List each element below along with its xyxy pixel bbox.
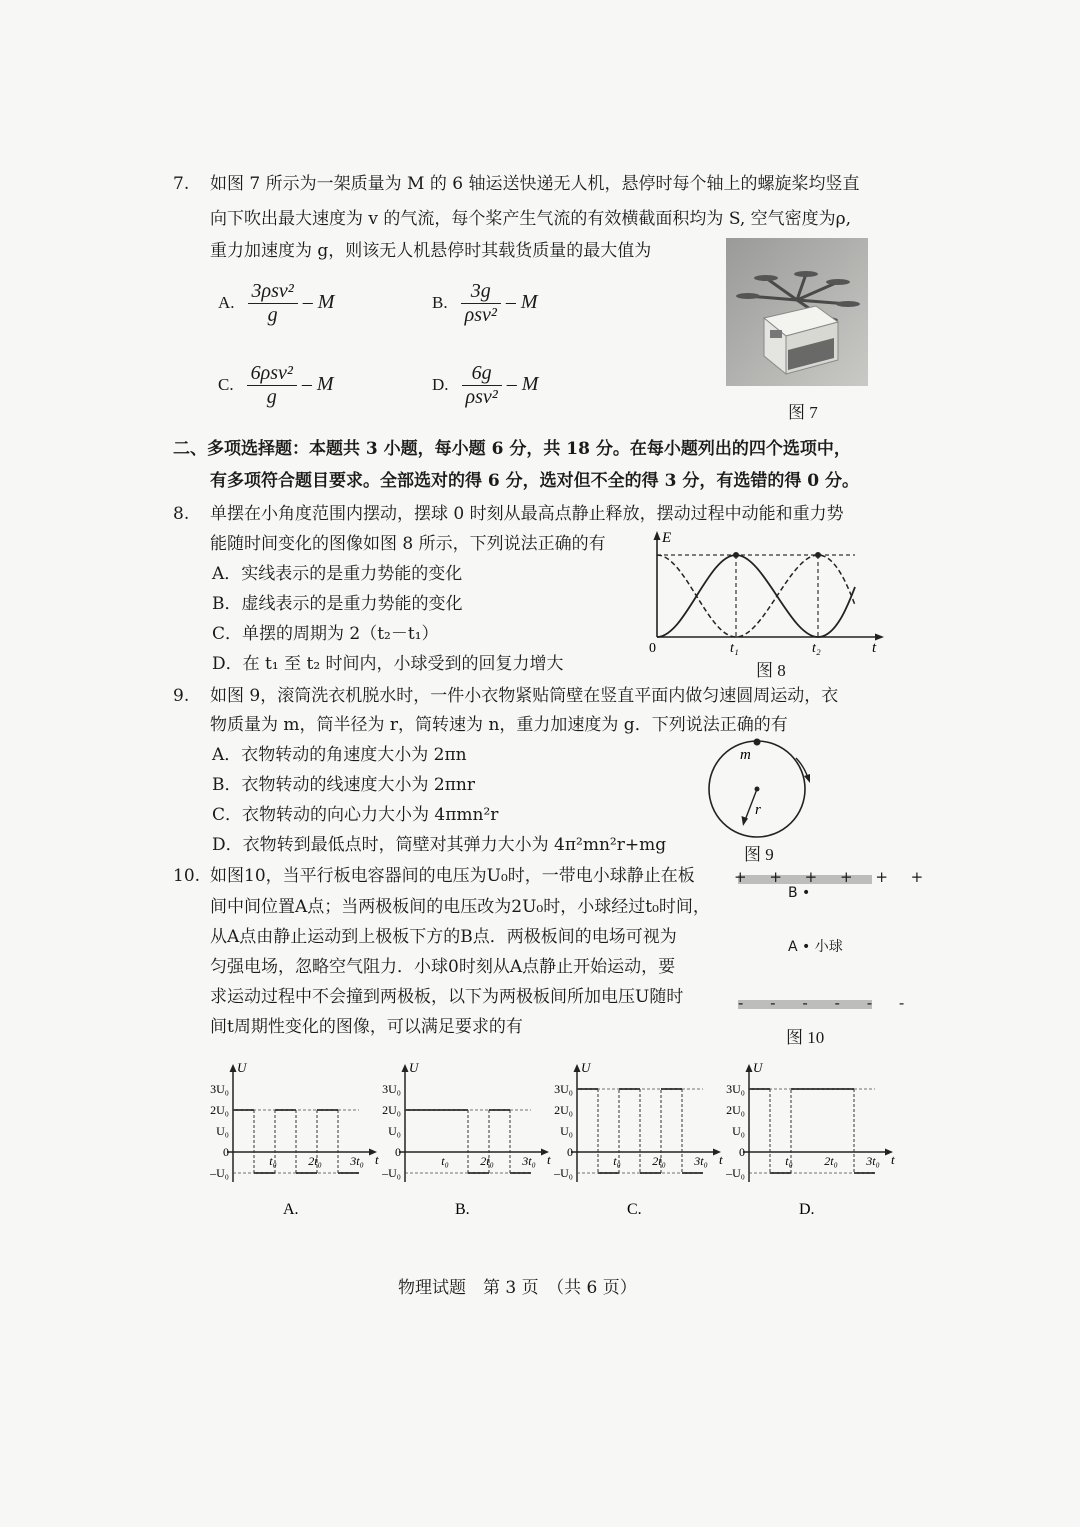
y-tick-label: –U₀ bbox=[554, 1166, 573, 1180]
q7-option-tail: – M bbox=[505, 291, 538, 314]
x-tick-label: 3t₀ bbox=[866, 1154, 880, 1168]
q9-option-a: A．衣物转动的角速度大小为 2πn bbox=[212, 745, 467, 765]
x-axis-label: t bbox=[872, 640, 877, 656]
q7-line1: 如图 7 所示为一架质量为 M 的 6 轴运送快递无人机，悬停时每个轴上的螺旋桨均竖直 bbox=[210, 174, 860, 194]
t-axis-label: t bbox=[719, 1152, 723, 1167]
q7-line3: 重力加速度为 g，则该无人机悬停时其载货质量的最大值为 bbox=[210, 241, 652, 261]
q8-line1: 单摆在小角度范围内摆动，摆球 0 时刻从最高点静止释放，摆动过程中动能和重力势 bbox=[210, 504, 844, 524]
q7-option-label: A. bbox=[218, 293, 235, 313]
q8-line2: 能随时间变化的图像如图 8 所示，下列说法正确的有 bbox=[210, 534, 606, 554]
t1-label: t₁ bbox=[730, 641, 739, 656]
y-tick-label: 3U₀ bbox=[210, 1082, 229, 1096]
q7-option-b bbox=[432, 280, 538, 327]
u-axis-arrow bbox=[402, 1064, 409, 1072]
q8-option-c: C．单摆的周期为 2（t₂－t₁） bbox=[212, 624, 439, 644]
rotation-arrow bbox=[796, 758, 808, 778]
q7-option-tail: – M bbox=[506, 373, 539, 396]
q10-line4: 匀强电场，忽略空气阻力．小球0时刻从A点静止开始运动，要 bbox=[210, 957, 676, 977]
x-tick-label: t₀ bbox=[441, 1154, 449, 1168]
y-tick-label: U₀ bbox=[388, 1124, 401, 1138]
q7-option-denominator: g bbox=[267, 304, 278, 326]
x-tick-label: 2t₀ bbox=[480, 1154, 494, 1168]
radius-label: r bbox=[755, 802, 761, 818]
drone-photo bbox=[726, 238, 868, 386]
section2-line1: 二、多项选择题：本题共 3 小题，每小题 6 分，共 18 分。在每小题列出的四个选项中， bbox=[173, 439, 851, 459]
q7-option-a bbox=[218, 280, 334, 327]
voltage-graphs bbox=[200, 1058, 920, 1223]
y-tick-label: 2U₀ bbox=[726, 1103, 745, 1117]
radius-arrow bbox=[742, 816, 749, 826]
q9-line1: 如图 9，滚筒洗衣机脱水时，一件小衣物紧贴筒壁在竖直平面内做匀速圆周运动，衣 bbox=[210, 686, 839, 706]
q9-option-c: C．衣物转动的向心力大小为 4πmn²r bbox=[212, 805, 499, 825]
t2-point bbox=[815, 552, 821, 558]
y-tick-label: 0 bbox=[395, 1145, 401, 1159]
q8-number: 8. bbox=[173, 504, 190, 524]
drum-diagram bbox=[700, 734, 820, 844]
lower-plate-charges: - - - - - - bbox=[738, 994, 916, 1012]
graph-option-label: D. bbox=[799, 1201, 815, 1218]
y-tick-label: 0 bbox=[739, 1145, 745, 1159]
q7-option-denominator: g bbox=[266, 386, 277, 408]
x-tick-label: 3t₀ bbox=[694, 1154, 708, 1168]
q10-line2: 间中间位置A点；当两极板间的电压改为2U₀时，小球经过t₀时间， bbox=[210, 897, 710, 917]
u-axis-label: U bbox=[581, 1060, 591, 1075]
y-axis-label: E bbox=[662, 530, 672, 546]
x-tick-label: 3t₀ bbox=[350, 1154, 364, 1168]
x-tick-label: t₀ bbox=[785, 1154, 793, 1168]
figure-10-caption: 图 10 bbox=[786, 1028, 825, 1047]
figure-9-caption: 图 9 bbox=[744, 845, 774, 864]
y-tick-label: 3U₀ bbox=[726, 1082, 745, 1096]
q8-option-a: A．实线表示的是重力势能的变化 bbox=[212, 564, 463, 584]
energy-graph bbox=[640, 525, 890, 660]
q9-option-d: D．衣物转到最低点时，筒壁对其弹力大小为 4π²mn²r+mg bbox=[212, 835, 667, 855]
q10-line6: 间t周期性变化的图像，可以满足要求的有 bbox=[210, 1017, 523, 1037]
origin-label: 0 bbox=[649, 641, 656, 656]
q8-option-d: D．在 t₁ 至 t₂ 时间内，小球受到的回复力增大 bbox=[212, 654, 564, 674]
graph-option-label: A. bbox=[283, 1201, 299, 1218]
graph-b bbox=[381, 1060, 551, 1218]
q10-line1: 如图10，当平行板电容器间的电压为U₀时，一带电小球静止在板 bbox=[210, 866, 695, 886]
t-axis-label: t bbox=[891, 1152, 895, 1167]
page-footer: 物理试题 第 3 页 （共 6 页） bbox=[398, 1278, 637, 1298]
y-tick-label: U₀ bbox=[560, 1124, 573, 1138]
q9-number: 9. bbox=[173, 686, 190, 706]
q7-option-tail: – M bbox=[301, 373, 334, 396]
q7-option-label: C. bbox=[218, 375, 234, 395]
q10-line3: 从A点由静止运动到上极板下方的B点．两极板间的电场可视为 bbox=[210, 927, 677, 947]
section2-line2: 有多项符合题目要求。全部选对的得 6 分，选对但不全的得 3 分，有选错的得 0 分。 bbox=[210, 471, 859, 491]
q8-option-b: B．虚线表示的是重力势能的变化 bbox=[212, 594, 463, 614]
q7-option-numerator: 6ρsv² bbox=[247, 362, 297, 386]
u-axis-arrow bbox=[230, 1064, 237, 1072]
u-axis-arrow bbox=[746, 1064, 753, 1072]
mass-label: m bbox=[740, 747, 751, 763]
graph-c bbox=[553, 1060, 723, 1218]
q10-number: 10. bbox=[173, 866, 201, 886]
x-tick-label: 2t₀ bbox=[824, 1154, 838, 1168]
q7-option-tail: – M bbox=[302, 291, 335, 314]
x-tick-label: t₀ bbox=[613, 1154, 621, 1168]
point-a-label: A • 小球 bbox=[788, 939, 843, 955]
q7-line2: 向下吹出最大速度为 v 的气流，每个桨产生气流的有效横截面积均为 S, 空气密度为ρ, bbox=[210, 209, 852, 229]
t-axis-label: t bbox=[375, 1152, 379, 1167]
clothing-mass bbox=[754, 739, 761, 746]
x-tick-label: 2t₀ bbox=[308, 1154, 322, 1168]
q9-option-b: B．衣物转动的线速度大小为 2πnr bbox=[212, 775, 475, 795]
q7-option-denominator: ρsv² bbox=[464, 304, 497, 326]
y-tick-label: 2U₀ bbox=[382, 1103, 401, 1117]
y-tick-label: –U₀ bbox=[382, 1166, 401, 1180]
u-axis-arrow bbox=[574, 1064, 581, 1072]
q7-option-label: B. bbox=[432, 293, 448, 313]
u-axis-label: U bbox=[237, 1060, 247, 1075]
drum-center bbox=[755, 787, 760, 792]
t-axis-label: t bbox=[547, 1152, 551, 1167]
q7-option-label: D. bbox=[432, 375, 449, 395]
y-tick-label: 0 bbox=[223, 1145, 229, 1159]
q7-option-c bbox=[218, 362, 334, 409]
q7-option-denominator: ρsv² bbox=[465, 386, 498, 408]
y-tick-label: 2U₀ bbox=[554, 1103, 573, 1117]
graph-option-label: B. bbox=[455, 1201, 470, 1218]
figure-7-caption: 图 7 bbox=[788, 403, 818, 422]
y-tick-label: 2U₀ bbox=[210, 1103, 229, 1117]
t1-point bbox=[733, 552, 739, 558]
y-tick-label: U₀ bbox=[732, 1124, 745, 1138]
y-tick-label: 0 bbox=[567, 1145, 573, 1159]
graph-d bbox=[725, 1060, 895, 1218]
graph-a bbox=[209, 1060, 379, 1218]
upper-plate-charges: + + + + + + bbox=[734, 868, 933, 886]
figure-8-caption: 图 8 bbox=[756, 661, 786, 680]
y-tick-label: 3U₀ bbox=[382, 1082, 401, 1096]
q7-option-d bbox=[432, 362, 538, 409]
y-axis-arrow bbox=[654, 531, 661, 540]
q7-option-numerator: 3g bbox=[461, 280, 501, 304]
q10-line5: 求运动过程中不会撞到两极板，以下为两极板间所加电压U随时 bbox=[210, 987, 684, 1007]
graph-option-label: C. bbox=[627, 1201, 642, 1218]
x-tick-label: t₀ bbox=[269, 1154, 277, 1168]
u-axis-label: U bbox=[753, 1060, 763, 1075]
y-tick-label: –U₀ bbox=[210, 1166, 229, 1180]
x-axis-arrow bbox=[875, 634, 884, 641]
t2-label: t₂ bbox=[812, 641, 821, 656]
q7-number: 7. bbox=[173, 174, 190, 194]
y-tick-label: –U₀ bbox=[726, 1166, 745, 1180]
x-tick-label: 2t₀ bbox=[652, 1154, 666, 1168]
point-b-label: B • bbox=[788, 885, 811, 901]
q7-option-numerator: 3ρsv² bbox=[248, 280, 298, 304]
y-tick-label: U₀ bbox=[216, 1124, 229, 1138]
u-axis-label: U bbox=[409, 1060, 419, 1075]
q7-option-numerator: 6g bbox=[462, 362, 502, 386]
x-tick-label: 3t₀ bbox=[522, 1154, 536, 1168]
q9-line2: 物质量为 m，筒半径为 r，筒转速为 n，重力加速度为 g．下列说法正确的有 bbox=[210, 715, 788, 735]
solid-curve bbox=[657, 555, 855, 637]
y-tick-label: 3U₀ bbox=[554, 1082, 573, 1096]
